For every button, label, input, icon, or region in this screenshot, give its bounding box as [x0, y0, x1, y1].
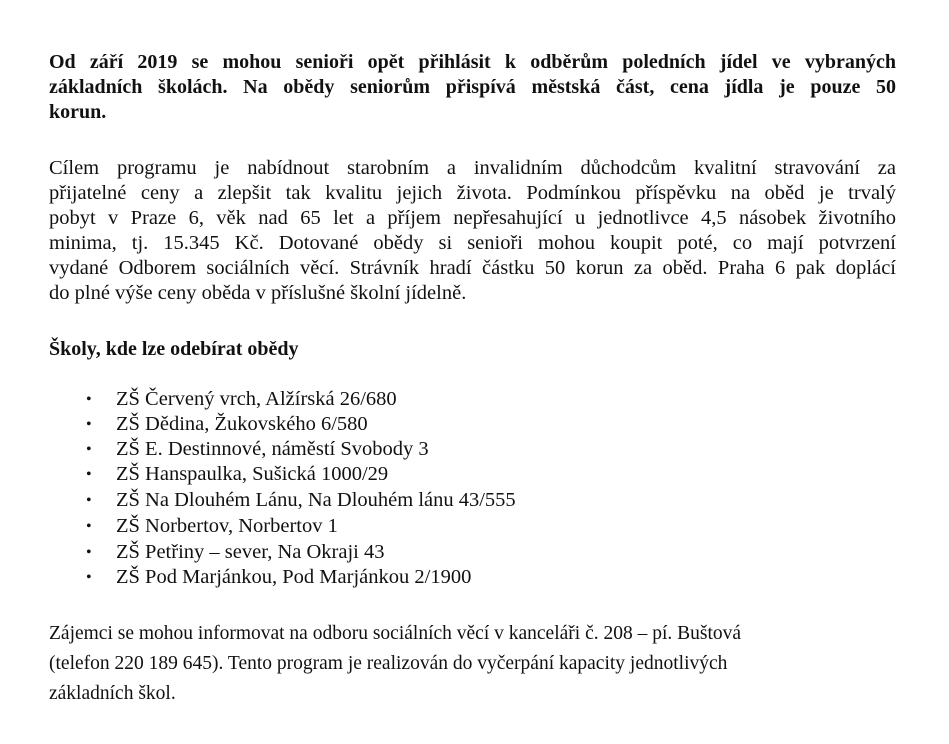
bullet-icon: •	[86, 569, 92, 586]
bullet-icon: •	[86, 466, 92, 483]
bullet-icon: •	[86, 544, 92, 561]
body-line: minima, tj. 15.345 Kč. Dotované obědy si senioři mohou koupit poté, co mají potvrzení	[49, 232, 896, 254]
school-name: ZŠ Na Dlouhém Lánu, Na Dlouhém lánu 43/555	[116, 489, 516, 511]
body-line: pobyt v Praze 6, věk nad 65 let a příjem nepřesahující u jednotlivce 4,5 násobek životního	[49, 207, 896, 229]
body-line: Cílem programu je nabídnout starobním a invalidním důchodcům kvalitní stravování za	[49, 157, 896, 179]
school-name: ZŠ Pod Marjánkou, Pod Marjánkou 2/1900	[116, 566, 472, 588]
school-name: ZŠ Petřiny – sever, Na Okraji 43	[116, 541, 385, 563]
closing-line: základních škol.	[49, 683, 176, 704]
closing-line: (telefon 220 189 645). Tento program je realizován do vyčerpání kapacity jednotlivých	[49, 653, 728, 674]
school-name: ZŠ Dědina, Žukovského 6/580	[116, 413, 368, 435]
school-name: ZŠ Norbertov, Norbertov 1	[116, 515, 338, 537]
body-line: do plné výše ceny oběda v příslušné školní jídelně.	[49, 282, 467, 304]
bullet-icon: •	[86, 492, 92, 509]
school-name: ZŠ Hanspaulka, Sušická 1000/29	[116, 463, 389, 485]
schools-heading: Školy, kde lze odebírat obědy	[49, 338, 299, 360]
intro-line: Od září 2019 se mohou senioři opět přihlásit k odběrům poledních jídel ve vybraných	[49, 51, 896, 73]
body-line: vydané Odborem sociálních věcí. Strávník hradí částku 50 korun za oběd. Praha 6 pak doplácí	[49, 257, 896, 279]
body-line: přijatelné ceny a zlepšit tak kvalitu jejich života. Podmínkou příspěvku na oběd je trvalý	[49, 182, 896, 204]
school-name: ZŠ Červený vrch, Alžírská 26/680	[116, 388, 397, 410]
school-name: ZŠ E. Destinnové, náměstí Svobody 3	[116, 438, 429, 460]
bullet-icon: •	[86, 518, 92, 535]
bullet-icon: •	[86, 441, 92, 458]
bullet-icon: •	[86, 416, 92, 433]
intro-line: korun.	[49, 101, 107, 123]
intro-line: základních školách. Na obědy seniorům přispívá městská část, cena jídla je pouze 50	[49, 76, 896, 98]
closing-line: Zájemci se mohou informovat na odboru sociálních věcí v kanceláři č. 208 – pí. Buštová	[49, 623, 742, 644]
bullet-icon: •	[86, 391, 92, 408]
